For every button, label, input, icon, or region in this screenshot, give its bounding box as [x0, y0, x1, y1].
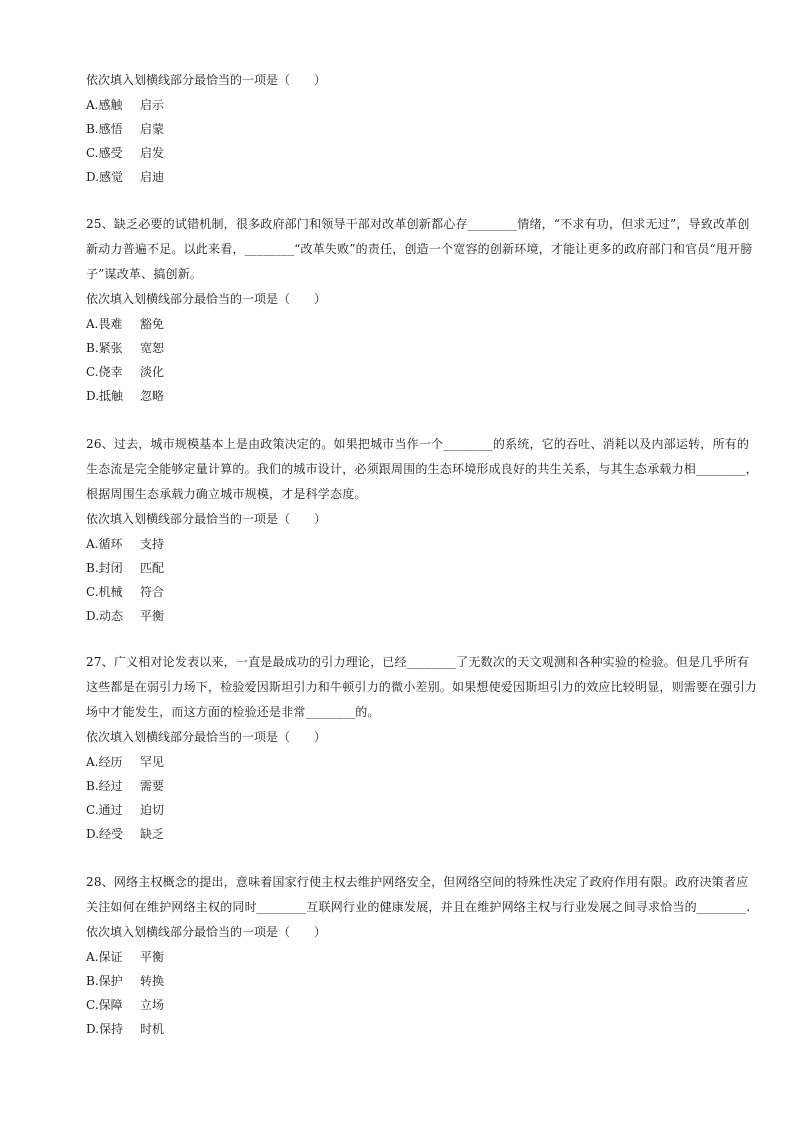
question-prompt: 依次填入划横线部分最恰当的一项是（ ） — [86, 73, 327, 87]
option-word: 迫切 — [140, 803, 165, 817]
option-label: A.畏难 — [86, 317, 123, 331]
question-24-options — [0, 68, 800, 189]
option-label: A.感触 — [86, 98, 123, 112]
option-label: B.紧张 — [86, 341, 123, 355]
question-25 — [0, 212, 800, 408]
option-word: 平衡 — [140, 950, 165, 964]
option-b — [86, 774, 800, 798]
question-27 — [0, 650, 800, 846]
option-label: C.机械 — [86, 585, 123, 599]
option-word: 豁免 — [140, 317, 165, 331]
option-label: B.感悟 — [86, 122, 123, 136]
option-word: 启蒙 — [140, 122, 165, 136]
option-a — [86, 532, 800, 556]
option-d — [86, 165, 800, 189]
question-stem: 28、网络主权概念的提出，意味着国家行使主权去维护网络安全，但网络空间的特殊性决定了政府作用有限。政府决策者应关注如何在维护网络主权的同时________互联网行业的健康发展，并且在维护网络主权与行业发展之间寻求恰当的________. — [86, 875, 751, 914]
option-d — [86, 604, 800, 628]
question-prompt: 依次填入划横线部分最恰当的一项是（ ） — [86, 292, 327, 306]
option-label: B.保护 — [86, 974, 123, 988]
option-word: 启发 — [140, 146, 165, 160]
option-b — [86, 336, 800, 360]
option-c — [86, 580, 800, 604]
option-label: A.循环 — [86, 537, 123, 551]
option-d — [86, 384, 800, 408]
option-c — [86, 993, 800, 1017]
option-label: D.抵触 — [86, 389, 124, 403]
option-label: A.保证 — [86, 950, 123, 964]
option-word: 启示 — [140, 98, 165, 112]
question-26 — [0, 432, 800, 628]
option-a — [86, 312, 800, 336]
option-label: C.保障 — [86, 998, 123, 1012]
option-label: D.经受 — [86, 827, 124, 841]
option-label: D.感觉 — [86, 170, 124, 184]
question-prompt: 依次填入划横线部分最恰当的一项是（ ） — [86, 730, 327, 744]
question-28 — [0, 870, 800, 1041]
option-a — [86, 945, 800, 969]
question-prompt: 依次填入划横线部分最恰当的一项是（ ） — [86, 925, 327, 939]
option-b — [86, 556, 800, 580]
option-c — [86, 360, 800, 384]
option-word: 符合 — [140, 585, 165, 599]
question-stem: 27、广义相对论发表以来，一直是最成功的引力理论，已经________了无数次的天文观测和各种实验的检验。但是几乎所有这些都是在弱引力场下，检验爱因斯坦引力和牛顿引力的微小差别。如果想使爱因斯坦引力的效应比较明显，则需要在强引力场中才能发生，而这方面的检验还是非常________的。 — [86, 655, 758, 719]
option-word: 时机 — [140, 1022, 165, 1036]
option-label: B.封闭 — [86, 561, 123, 575]
option-word: 转换 — [140, 974, 165, 988]
option-d — [86, 1017, 800, 1041]
option-word: 启迪 — [140, 170, 165, 184]
option-b — [86, 117, 800, 141]
option-b — [86, 969, 800, 993]
question-stem: 25、缺乏必要的试错机制，很多政府部门和领导干部对改革创新都心存________情绪，“不求有功，但求无过”，导致改革创新动力普遍不足。以此来看，________“改革失败”的责任，创造一个宽容的创新环境，才能让更多的政府部门和官员“甩开膀子”谋改革、搞创新。 — [86, 217, 753, 281]
option-label: C.感受 — [86, 146, 123, 160]
option-a — [86, 93, 800, 117]
question-prompt: 依次填入划横线部分最恰当的一项是（ ） — [86, 512, 327, 526]
option-c — [86, 141, 800, 165]
option-word: 匹配 — [140, 561, 165, 575]
option-c — [86, 798, 800, 822]
option-label: C.通过 — [86, 803, 123, 817]
option-label: C.侥幸 — [86, 365, 123, 379]
option-label: B.经过 — [86, 779, 123, 793]
option-label: D.动态 — [86, 609, 124, 623]
option-word: 平衡 — [140, 609, 165, 623]
option-word: 忽略 — [140, 389, 165, 403]
option-d — [86, 822, 800, 846]
option-word: 立场 — [140, 998, 165, 1012]
option-word: 需要 — [140, 779, 165, 793]
option-word: 缺乏 — [140, 827, 165, 841]
option-a — [86, 750, 800, 774]
option-label: A.经历 — [86, 755, 123, 769]
option-word: 宽恕 — [140, 341, 165, 355]
question-stem: 26、过去，城市规模基本上是由政策决定的。如果把城市当作一个________的系统，它的吞吐、消耗以及内部运转，所有的生态流是完全能够定量计算的。我们的城市设计，必须跟周围的生态环境形成良好的共生关系，与其生态承载力相________，根据周围生态承载力确立城市规模，才是科学态度。 — [86, 437, 758, 501]
option-word: 罕见 — [140, 755, 165, 769]
option-word: 支持 — [140, 537, 165, 551]
option-label: D.保持 — [86, 1022, 124, 1036]
option-word: 淡化 — [140, 365, 165, 379]
